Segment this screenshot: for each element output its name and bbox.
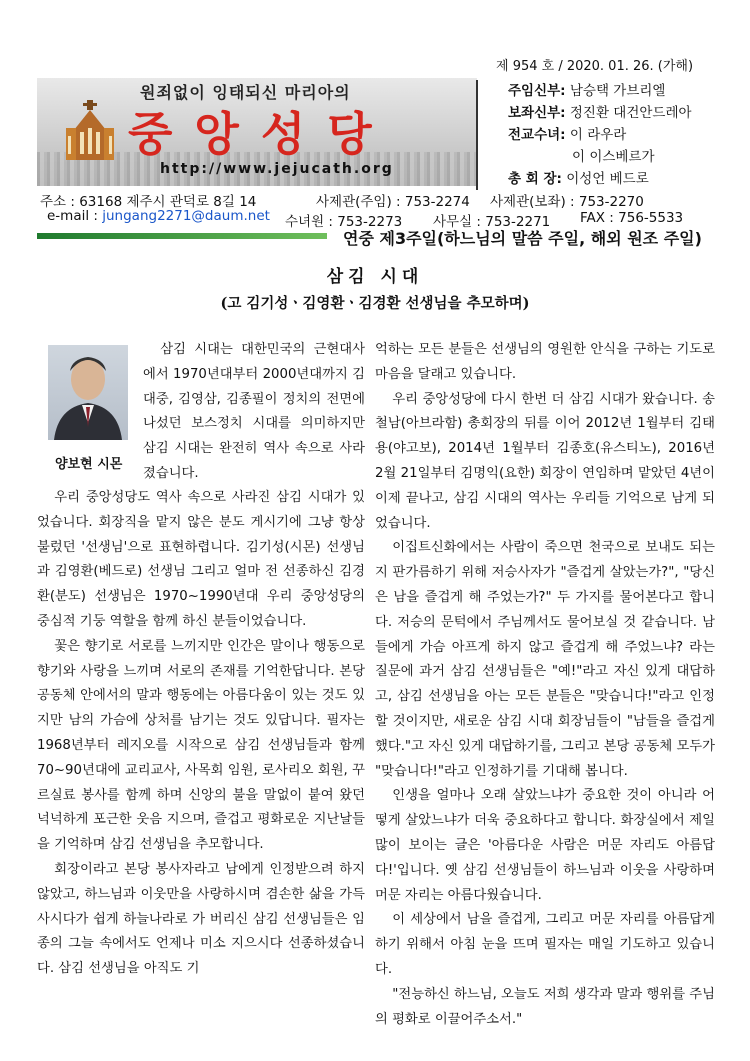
- convent-phone: 수녀원 : 753-2273: [285, 214, 403, 230]
- article-title: 삼김 시대: [326, 267, 424, 287]
- rectory-main-phone: 사제관(주임) : 753-2274: [316, 194, 470, 210]
- paragraph: 우리 중앙성당에 다시 한번 더 삼김 시대가 왔습니다. 송철남(아브라함) 총회장의 뒤를 이어 2012년 1월부터 김태용(야고보), 2014년 1월부터 김종호(유스티노), 2016년 2월 21일부터 김명익(요한) 회장이 연임하며 맡았던 4년이 이제 끝나고, 삼김 시대의 역사는 우리들 기억으로 남게 되었습니다.: [375, 391, 715, 531]
- staff-row: 주임신부: 남승택 가브리엘: [508, 83, 666, 99]
- church-logo-icon: [62, 100, 118, 160]
- website-url[interactable]: http://www.jejucath.org: [160, 161, 394, 177]
- header-divider: [476, 80, 478, 190]
- paragraph: 우리 중앙성당도 역사 속으로 사라진 삼김 시대가 있었습니다. 회장직을 맡지 않은 분도 게시기에 그냥 항상 불렀던 '선생님'으로 표현하렵니다. 김기성(시몬) 선생님과 김영환(베드로) 선생님 그리고 얼마 전 선종하신 김경환(분도) 선생님은 1970~1990년대 우리 중앙성당의 중심적 기둥 역할을 함께 하신 분들이었습니다.: [37, 490, 365, 629]
- fax: FAX : 756-5533: [580, 210, 684, 226]
- staff-row: 보좌신부: 정진환 대건안드레아: [508, 105, 692, 121]
- paragraph: 꽃은 향기로 서로를 느끼지만 인간은 말이나 행동으로 향기와 사랑을 느끼며 서로의 존재를 기억한답니다. 본당 공동체 안에서의 말과 행동에는 아름다움이 있는 것도 있지만 남의 가슴에 상처를 남기는 것도 있답니다. 필자는 1968년부터 레지오를 시작으로 삼김 선생님들과 함께 70~90년대에 교리교사, 사목회 임원, 로사리오 회원, 꾸르실료 봉사를 함께 하며 신앙의 불을 말없이 붙여 왔던 넉넉하게 포근한 웃음 지으며, 즐겁고 평화로운 지난날들을 기억하며 삼김 선생님을 추모합니다.: [37, 638, 365, 853]
- article-intro: 삼김 시대는 대한민국의 근현대사에서 1970년대부터 2000년대까지 김대중, 김영삼, 김종필이 정치의 전면에 나섰던 보스정치 시대를 의미하지만 삼김 시대는 완전히 역사 속으로 사라졌습니다.: [143, 342, 365, 481]
- email-link[interactable]: jungang2271@daum.net: [102, 208, 270, 224]
- paragraph: 인생을 얼마나 오래 살았느냐가 중요한 것이 아니라 어떻게 살았느냐가 더욱 중요하다고 합니다. 화장실에서 제일 많이 보이는 글은 '아름다운 사람은 머문 자리도 아름답다!'입니다. 옛 삼김 선생님들이 하느님과 이웃을 사랑하며 머문 자리는 아름다웠습니다.: [375, 788, 715, 903]
- paragraph: 회장이라고 본당 봉사자라고 남에게 인정받으려 하지 않았고, 하느님과 이웃만을 사랑하시며 겸손한 삶을 가득 사시다가 쉽게 하늘나라로 가 버리신 삼김 선생님들은 임종의 그늘 속에서도 언제나 미소 지으시다 선종하셨습니다. 삼김 선생님을 아직도 기: [37, 861, 365, 977]
- sunday-title: 연중 제3주일(하느님의 말씀 주일, 해외 원조 주일): [343, 229, 702, 248]
- rectory-assist-phone: 사제관(보좌) : 753-2270: [490, 194, 644, 210]
- article-subtitle: (고 김기성ㆍ김영환ㆍ김경환 선생님을 추모하며): [220, 295, 530, 312]
- office-phone: 사무실 : 753-2271: [433, 214, 551, 230]
- paragraph: "전능하신 하느님, 오늘도 저희 생각과 말과 행위를 주님의 평화로 이끌어주소서.": [375, 986, 715, 1027]
- email-line: e-mail : jungang2271@daum.net: [47, 208, 270, 224]
- author-photo: [48, 345, 128, 440]
- green-divider: [37, 233, 327, 239]
- slogan: 원죄없이 잉태되신 마리아의: [140, 83, 351, 102]
- paragraph: 이집트신화에서는 사람이 죽으면 천국으로 보내도 되는지 판가름하기 위해 저승사자가 "즐겁게 살았는가?", "당신은 남을 즐겁게 해 주었는가?" 두 가지를 물어본다고 합니다. 저승의 문턱에서 주님께서도 물어보실 것 같습니다. 남들에게 가슴 아프게 하지 않고 즐겁게 해 주었느냐? 라는 질문에 과거 삼김 선생님들은 "예!"라고 자신 있게 대답하고, 삼김 선생님을 아는 모든 분들은 "맞습니다!"라고 인정할 것이지만, 새로운 삼김 시대 회장님들이 "남들을 즐겁게 했다."고 자신 있게 대답하기를, 그리고 본당 공동체 모두가 "맞습니다!"라고 인정하기를 기대해 봅니다.: [375, 540, 715, 779]
- church-name: 중앙성당: [128, 107, 394, 161]
- article-left-column: [37, 486, 365, 982]
- paragraph: 억하는 모든 분들은 선생님의 영원한 안식을 구하는 기도로 마음을 달래고 있습니다.: [375, 342, 715, 382]
- author-name: 양보현 시몬: [55, 457, 123, 472]
- address: 주소 : 63168 제주시 관덕로 8길 14: [40, 194, 257, 210]
- staff-row: 이 이스베르가: [572, 149, 655, 165]
- issue-number: 제 954 호 / 2020. 01. 26. (가해): [496, 59, 694, 74]
- staff-row: 총 회 장: 이성언 베드로: [508, 171, 649, 187]
- article-right-column: [375, 338, 715, 1032]
- staff-row: 전교수녀: 이 라우라: [508, 127, 627, 143]
- paragraph: 이 세상에서 남을 즐겁게, 그리고 머문 자리를 아름답게 하기 위해서 아침 눈을 뜨며 필자는 매일 기도하고 있습니다.: [375, 912, 715, 977]
